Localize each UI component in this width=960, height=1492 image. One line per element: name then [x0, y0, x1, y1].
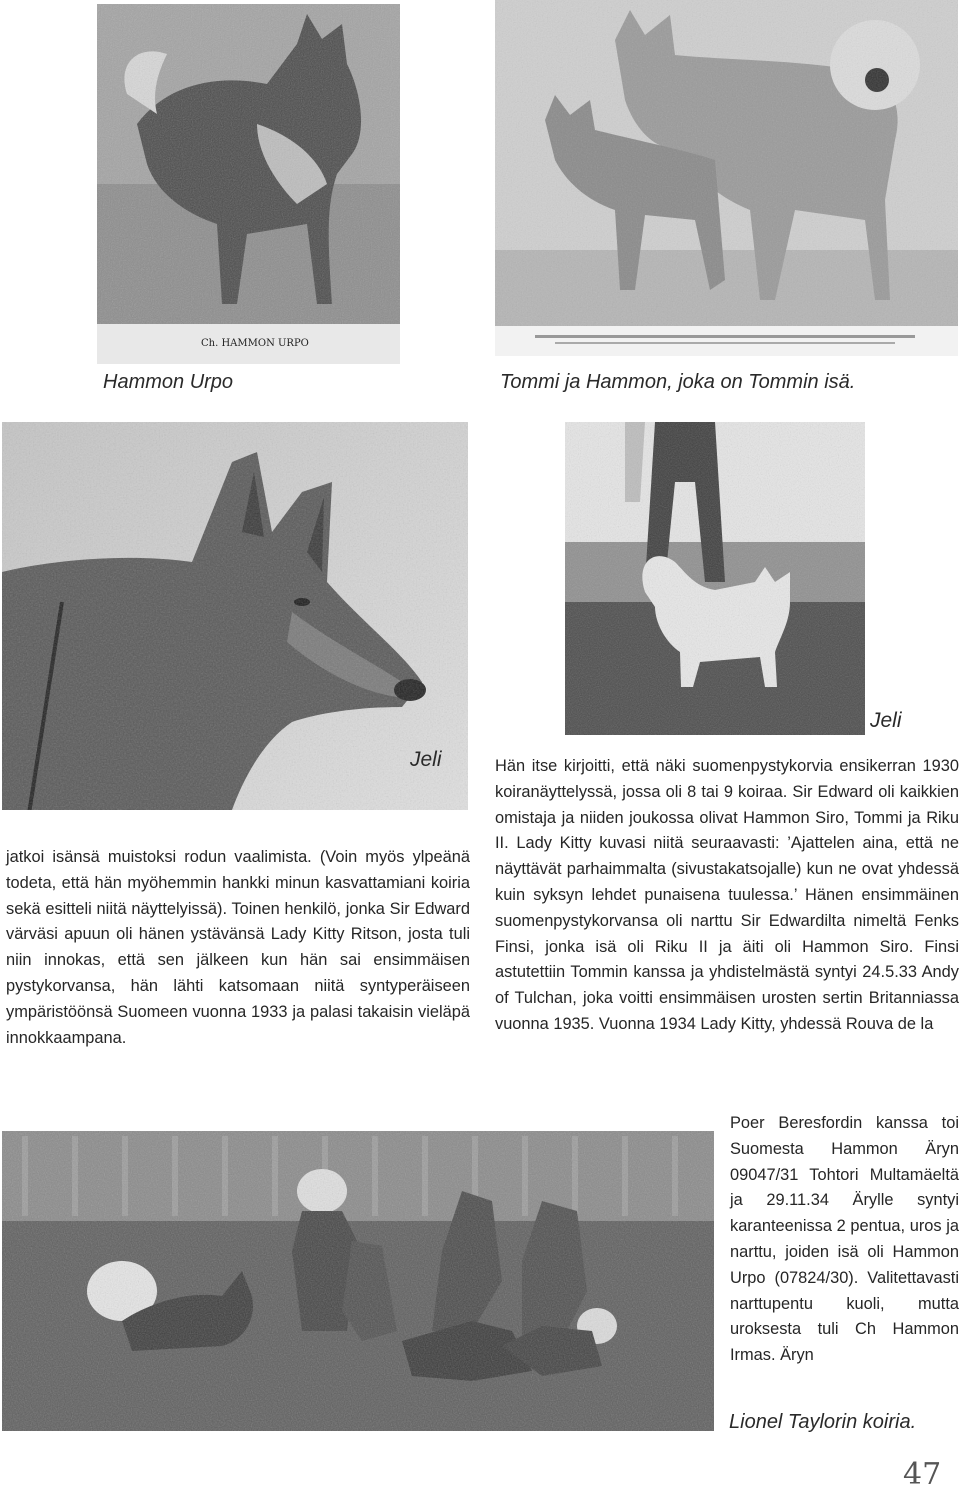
photo-hammon-urpo: [97, 4, 400, 364]
photo-jeli-standing: [565, 422, 865, 735]
left-text-column: [6, 845, 470, 1051]
caption-jeli-portrait: Jeli: [410, 748, 442, 771]
photo-tommi-hammon: [495, 0, 958, 356]
caption-tommi-hammon: Tommi ja Hammon, joka on Tommin isä.: [500, 371, 856, 393]
left-paragraph: jatkoi isänsä muistoksi rodun vaalimista. (Voin myös ylpeänä todeta, että hän myöhemmin hankki minun kasvattamiani koiria sekä esitteli niitä näyttelyissä). Toinen henkilö, jonka Sir Edward värväsi apuun oli hänen ystävänsä Lady Kitty Ritson, josta tuli niin innokas, että sen jälkeen kun hän sai ensimmäisen pystykorvansa, hän lähti katsomaan niitä syntyperäiseen ympäristöönsä Suomeen vuonna 1933 ja palasi takaisin vieläpä innokkaampana.: [6, 848, 470, 1047]
photo-jeli-portrait: [2, 422, 468, 810]
narrow-paragraph: Poer Beresfordin kanssa toi Suomesta Hammon Äryn 09047/31 Tohtori Multamäeltä ja 29.11.34 Ärylle syntyi karanteenissa 2 pentua, uros ja narttu, joiden isä oli Hammon Urpo (07824/30). Valitettavasti narttupentu kuoli, mutta uroksesta tuli Ch Hammon Irmas. Äryn: [730, 1114, 959, 1365]
narrow-text-column: [730, 1111, 959, 1369]
right-paragraph: Hän itse kirjoitti, että näki suomenpystykorvia ensikerran 1930 koiranäyttelyssä, jossa oli 8 tai 9 koiraa. Sir Edward oli kaikkien omistaja ja niiden joukossa olivat Hammon Siro, Tommi ja Riku II. Lady Kitty kuvasi niitä seuraavasti: ’Ajattelen aina, että ne näyttävät parhaimmalta (sivustakatsojalle) kun ne ovat yhdessä kuin syksyn lehdet punaisena tuulessa.’ Hänen ensimmäinen suomenpystykorvansa oli narttu Sir Edwardilta nimeltä Fenks Finsi, jonka isä oli Riku II ja äiti oli Hammon Siro. Finsi astutettiin Tommin kanssa ja yhdistelmästä syntyi 24.5.33 Andy of Tulchan, joka voitti ensimmäisen urosten sertin Britanniassa vuonna 1935. Vuonna 1934 Lady Kitty, yhdessä Rouva de la: [495, 757, 959, 1033]
caption-lionel: Lionel Taylorin koiria.: [729, 1411, 917, 1433]
caption-jeli-standing: Jeli: [870, 709, 902, 732]
page-number: 47: [903, 1457, 942, 1492]
photo-lionel-dogs: [2, 1131, 714, 1431]
urpo-plate-label: Ch. HAMMON URPO: [201, 338, 309, 349]
right-text-column: [495, 754, 959, 1038]
caption-hammon-urpo: Hammon Urpo: [103, 371, 234, 393]
